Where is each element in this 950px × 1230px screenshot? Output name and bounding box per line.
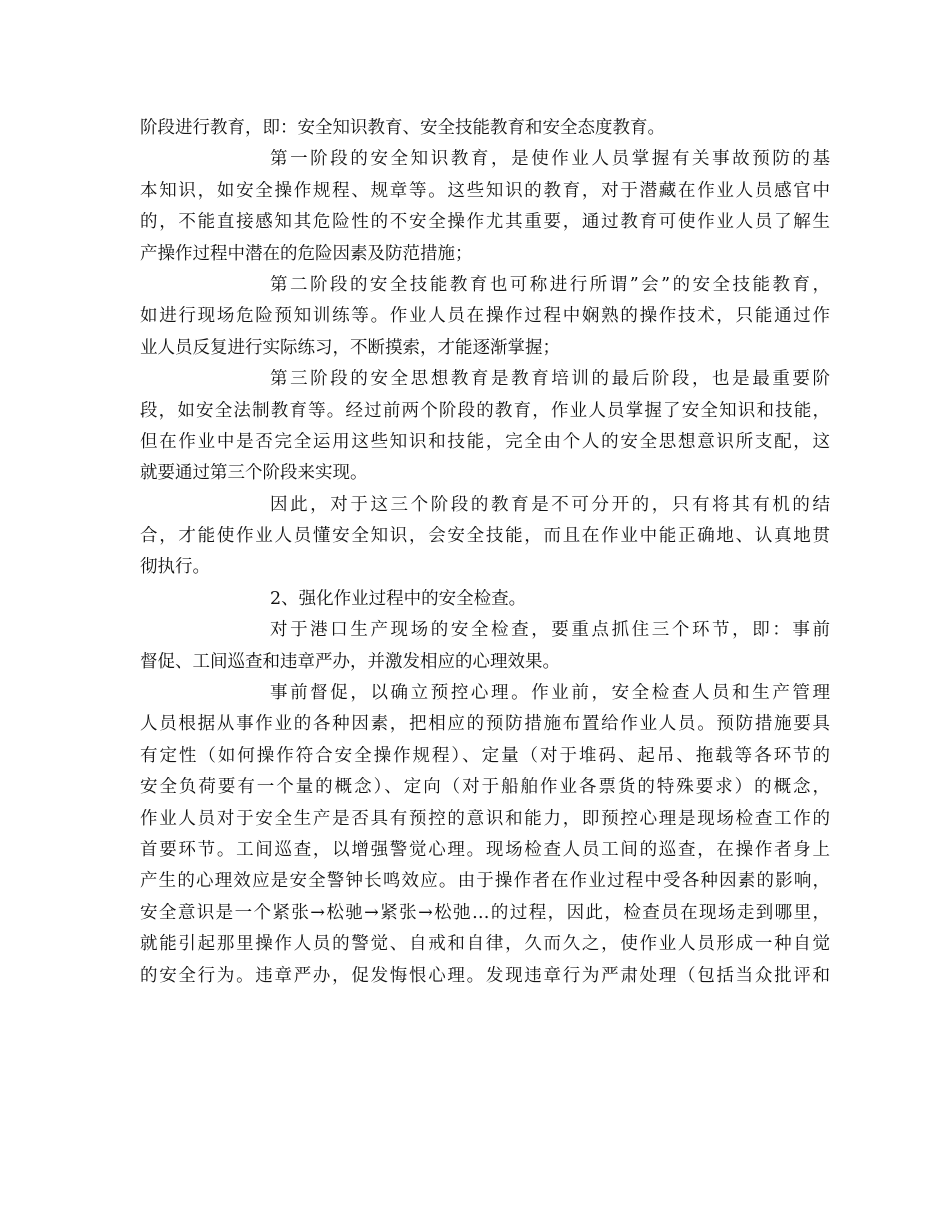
text-line: 事前督促，以确立预控心理。作业前，安全检查人员和生产管理: [270, 683, 830, 704]
text-line: 第一阶段的安全知识教育，是使作业人员掌握有关事故预防的基: [270, 149, 830, 170]
body-text: [140, 113, 830, 992]
text-line: 安全负荷要有一个量的概念）、定向（对于船舶作业各票货的特殊要求）的概念，: [140, 777, 830, 798]
section-heading: 2、强化作业过程中的安全检查。: [270, 588, 527, 609]
text-line: 安全意识是一个紧张→松驰→紧张→松弛…的过程，因此，检查员在现场走到哪里，: [140, 902, 830, 923]
text-line: 的，不能直接感知其危险性的不安全操作尤其重要，通过教育可使作业人员了解生: [140, 212, 830, 233]
text-line: 有定性（如何操作符合安全操作规程）、定量（对于堆码、起吊、拖载等各环节的: [140, 745, 830, 766]
text-line: 的安全行为。违章严办，促发悔恨心理。发现违章行为严肃处理（包括当众批评和: [140, 965, 830, 986]
text-line: 产操作过程中潜在的危险因素及防范措施；: [140, 243, 473, 264]
text-line: 合，才能使作业人员懂安全知识，会安全技能，而且在作业中能正确地、认真地贯: [140, 526, 830, 547]
text-line: 督促、工间巡查和违章严办，并激发相应的心理效果。: [140, 651, 560, 672]
text-line: 产生的心理效应是安全警钟长鸣效应。由于操作者在作业过程中受各种因素的影响，: [140, 871, 830, 892]
text-line: 因此，对于这三个阶段的教育是不可分开的，只有将其有机的结: [270, 494, 830, 515]
text-line: 人员根据从事作业的各种因素，把相应的预防措施布置给作业人员。预防措施要具: [140, 714, 830, 735]
text-line: 首要环节。工间巡查，以增强警觉心理。现场检查人员工间的巡查，在操作者身上: [140, 839, 830, 860]
text-line: 阶段进行教育，即：安全知识教育、安全技能教育和安全态度教育。: [140, 118, 665, 138]
text-line: 本知识，如安全操作规程、规章等。这些知识的教育，对于潜藏在作业人员感官中: [140, 180, 830, 201]
text-line: 就能引起那里操作人员的警觉、自戒和自律，久而久之，使作业人员形成一种自觉: [140, 934, 830, 955]
text-line: 第二阶段的安全技能教育也可称进行所谓”会”的安全技能教育，: [270, 274, 830, 295]
text-line: 就要通过第三个阶段来实现。: [140, 463, 368, 484]
text-line: 作业人员对于安全生产是否具有预控的意识和能力，即预控心理是现场检查工作的: [140, 808, 830, 829]
text-line: 业人员反复进行实际练习，不断摸索，才能逐渐掌握；: [140, 337, 560, 358]
text-line: 彻执行。: [140, 557, 210, 578]
text-line: 段，如安全法制教育等。经过前两个阶段的教育，作业人员掌握了安全知识和技能，: [140, 400, 830, 421]
text-line: 如进行现场危险预知训练等。作业人员在操作过程中娴熟的操作技术，只能通过作: [140, 306, 830, 327]
text-line: 对于港口生产现场的安全检查，要重点抓住三个环节，即：事前: [270, 620, 830, 641]
text-line: 第三阶段的安全思想教育是教育培训的最后阶段，也是最重要阶: [270, 369, 830, 390]
text-line: 但在作业中是否完全运用这些知识和技能，完全由个人的安全思想意识所支配，这: [140, 431, 830, 452]
